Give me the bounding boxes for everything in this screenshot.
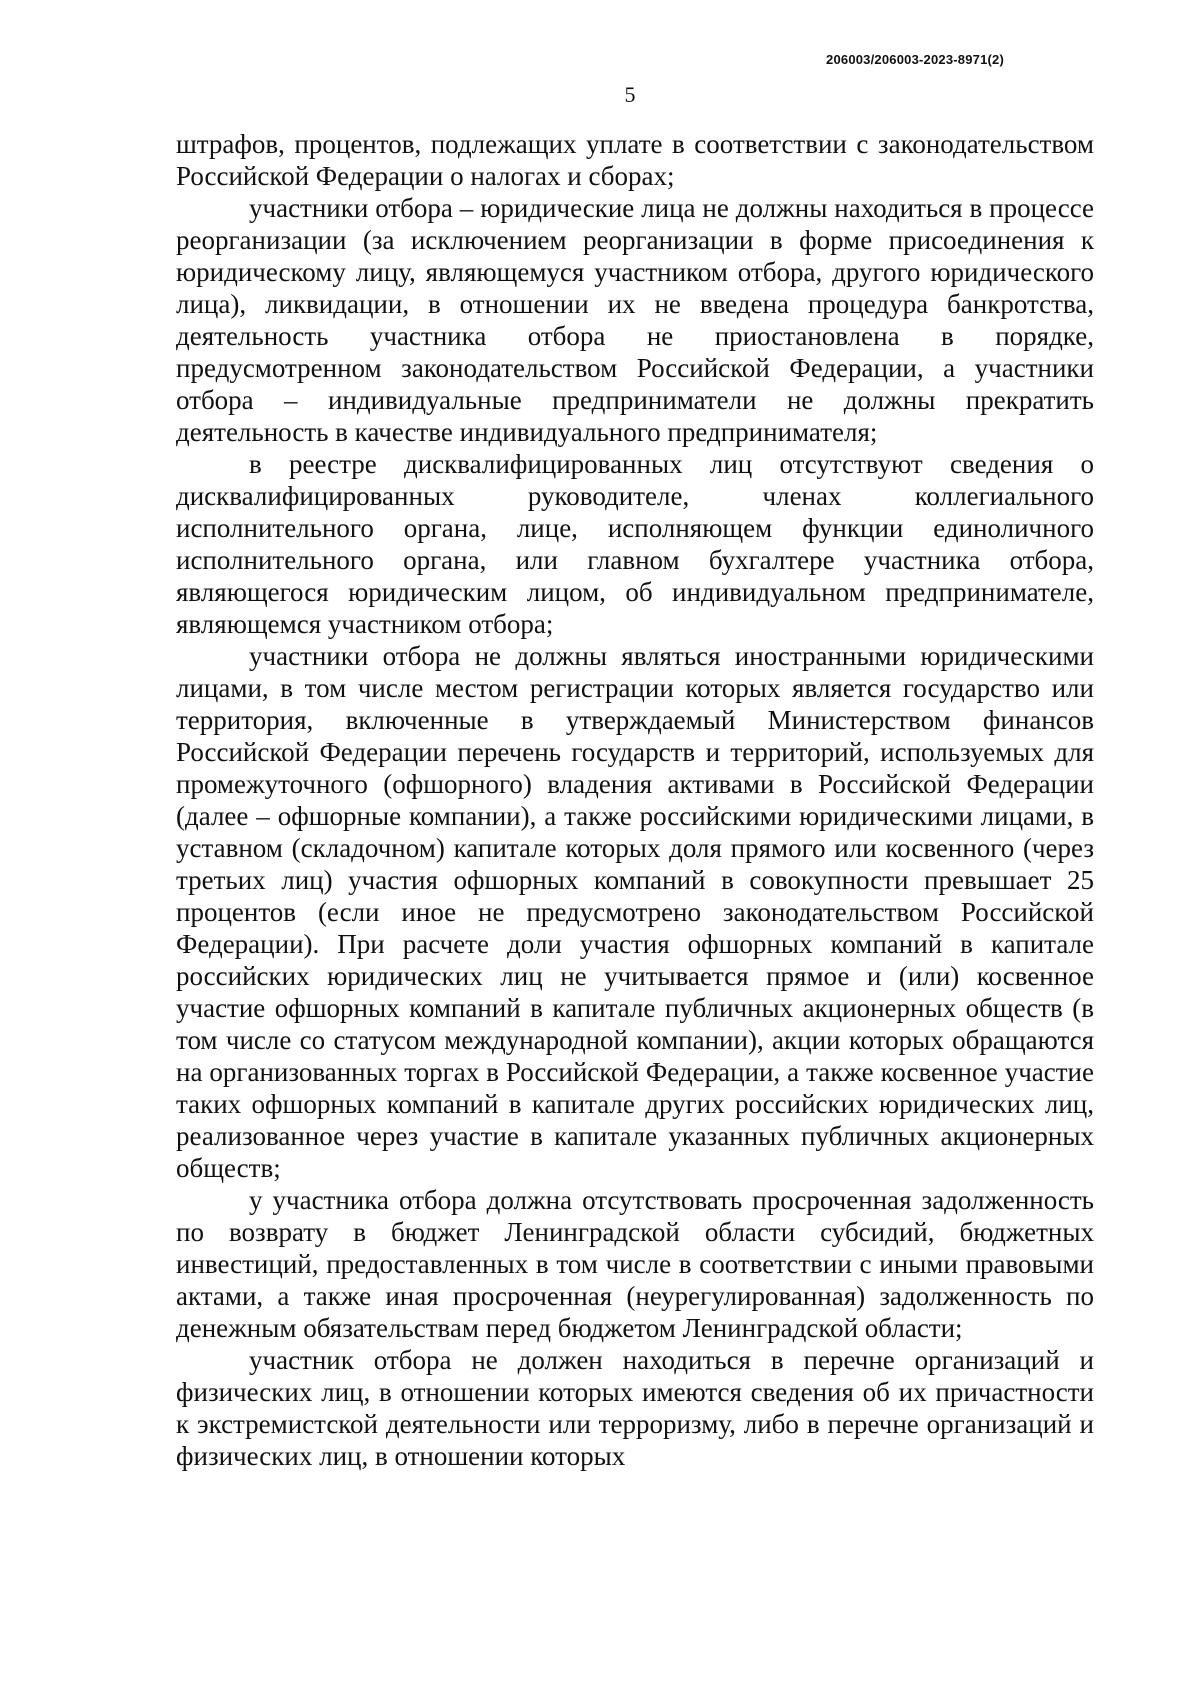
document-registration-number: 206003/206003-2023-8971(2) [826,52,1004,67]
paragraph-continuation: штрафов, процентов, подлежащих уплате в соответствии с законодательством Российской Федерации о налогах и сборах; [176,129,1094,191]
document-body [176,128,1094,1472]
paragraph-offshore-companies: участники отбора не должны являться иностранными юридическими лицами, в том числе местом регистрации которых является государство или территория, включенные в утверждаемый Министерством финансов Российской Федерации перечень государств и территорий, используемых для промежуточного (офшорного) владения активами в Российской Федерации (далее – офшорные компании), а также российскими юридическими лицами, в уставном (складочном) капитале которых доля прямого или косвенного (через третьих лиц) участия офшорных компаний в совокупности превышает 25 процентов (если иное не предусмотрено законодательством Российской Федерации). При расчете доли участия офшорных компаний в капитале российских юридических лиц не учитывается прямое и (или) косвенное участие офшорных компаний в капитале публичных акционерных обществ (в том числе со статусом международной компании), акции которых обращаются на организованных торгах в Российской Федерации, а также косвенное участие таких офшорных компаний в капитале других российских юридических лиц, реализованное через участие в капитале указанных публичных акционерных обществ; [176,641,1094,1183]
paragraph-disqualified-persons: в реестре дисквалифицированных лиц отсутствуют сведения о дисквалифицированных руководителе, членах коллегиального исполнительного органа, лице, исполняющем функции единоличного исполнительного органа, или главном бухгалтере участника отбора, являющегося юридическим лицом, об индивидуальном предпринимателе, являющемся участником отбора; [176,449,1094,639]
page-number: 5 [624,82,636,107]
paragraph-extremism-list: участник отбора не должен находиться в перечне организаций и физических лиц, в отношении которых имеются сведения об их причастности к экстремистской деятельности или терроризму, либо в перечне организаций и физических лиц, в отношении которых [176,1345,1094,1471]
paragraph-overdue-debt: у участника отбора должна отсутствовать просроченная задолженность по возврату в бюджет Ленинградской области субсидий, бюджетных инвестиций, предоставленных в том числе в соответствии с иными правовыми актами, а также иная просроченная (неурегулированная) задолженность по денежным обязательствам перед бюджетом Ленинградской области; [176,1185,1094,1343]
paragraph-reorganization-requirement: участники отбора – юридические лица не должны находиться в процессе реорганизации (за исключением реорганизации в форме присоединения к юридическому лицу, являющемуся участником отбора, другого юридического лица), ликвидации, в отношении их не введена процедура банкротства, деятельность участника отбора не приостановлена в порядке, предусмотренном законодательством Российской Федерации, а участники отбора – индивидуальные предприниматели не должны прекратить деятельность в качестве индивидуального предпринимателя; [176,193,1094,447]
